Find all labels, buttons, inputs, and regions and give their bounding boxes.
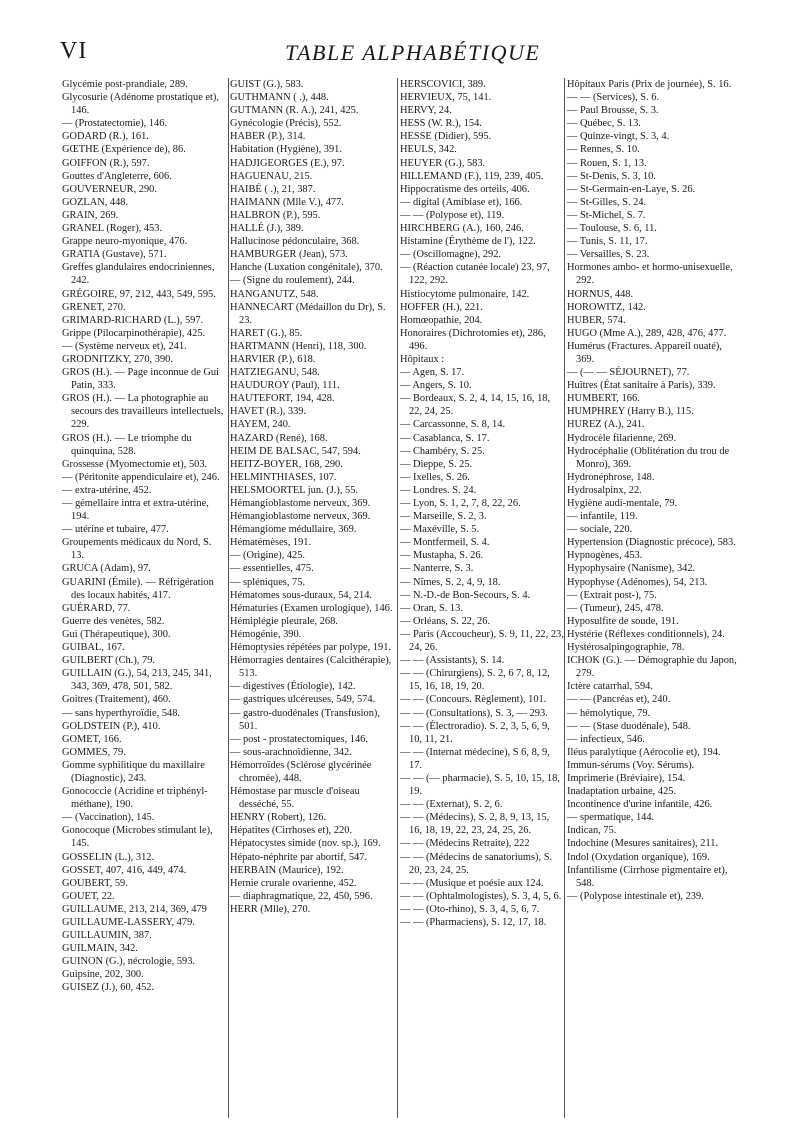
- index-entry: Hémorragies dentaires (Calcithérapie), 513.: [230, 655, 392, 680]
- index-entry: Hygiène audi-mentale, 79.: [567, 498, 678, 509]
- index-entry: GRANEL (Roger), 453.: [62, 223, 163, 235]
- index-entry: Homœopathie, 204.: [400, 314, 483, 326]
- index-entry: Gonocoque (Microbes stimulant le), 145.: [62, 825, 213, 850]
- index-entry: — (Signe du roulement), 244.: [230, 275, 355, 287]
- index-entry: HOFFER (H.), 221.: [400, 301, 483, 313]
- index-entry: — Ixelles, S. 26.: [400, 471, 470, 483]
- index-entry: Honoraires (Dichrotomies et), 286, 496.: [400, 327, 546, 352]
- index-entry: GRÉGOIRE, 97, 212, 443, 549, 595.: [62, 288, 216, 300]
- index-entry: HUREZ (A.), 241.: [567, 419, 645, 431]
- index-entry: — — (Médecins), S. 2, 8, 9, 13, 15, 16, 18, 19, 22, 23, 24, 25, 26.: [400, 812, 550, 837]
- index-entry: — diaphragmatique, 22, 450, 596.: [230, 890, 373, 902]
- index-entry: Immun-sérums (Voy. Sérums).: [567, 759, 695, 771]
- index-entry: Imprimerie (Bréviaire), 154.: [567, 772, 686, 784]
- index-entry: HAVET (R.), 339.: [230, 406, 307, 418]
- index-entry: GOUET, 22.: [62, 890, 115, 902]
- index-entry: GOUBERT, 59.: [62, 877, 128, 889]
- index-entry: — Tunis, S. 11, 17.: [567, 236, 648, 248]
- index-entry: HERR (Mlle), 270.: [230, 903, 311, 915]
- index-entry: HANGANUTZ, 548.: [230, 288, 319, 300]
- index-entry: GRENET, 270.: [62, 301, 126, 313]
- index-entry: — Oran, S. 13.: [400, 602, 463, 614]
- index-entry: — sans hyperthyroïdie, 548.: [62, 707, 181, 719]
- index-entry: GUARINI (Émile). — Réfrigération des locaux habités, 417.: [62, 576, 214, 601]
- index-entry: Humérus (Fractures. Appareil ouaté), 369.: [567, 340, 722, 365]
- index-entry: GŒTHE (Expérience de), 86.: [62, 144, 186, 156]
- index-entry: GOIFFON (R.), 597.: [62, 157, 150, 169]
- index-entry: GUTHMANN ( .), 448.: [230, 92, 329, 104]
- column-separator: [564, 78, 565, 1118]
- index-entry: HAZARD (René), 168.: [230, 432, 328, 444]
- index-entry: — (Polypose intestinale et), 239.: [567, 890, 704, 902]
- index-entry: Hémangioblastome nerveux, 369.: [230, 498, 371, 509]
- index-entry: — infantile, 119.: [567, 511, 638, 523]
- running-title: TABLE ALPHABÉTIQUE: [285, 40, 541, 65]
- index-entry: HAUTEFORT, 194, 428.: [230, 393, 335, 405]
- index-entry: Hystérosalpingographie, 78.: [567, 642, 685, 654]
- index-entry: — Montfermeil, S. 4.: [400, 537, 490, 549]
- index-entry: — spermatique, 144.: [567, 812, 655, 824]
- index-entry: HAUDUROY (Paul), 111.: [230, 380, 340, 392]
- index-entry: — Agen, S. 17.: [400, 367, 465, 379]
- index-entry: HERBAIN (Maurice), 192.: [230, 864, 344, 876]
- index-entry: GRAIN, 269.: [62, 209, 119, 221]
- index-entry: — gastriques ulcéreuses, 549, 574.: [230, 694, 376, 706]
- index-entry: HARET (G.), 85.: [230, 327, 303, 339]
- index-entry: Hydrocéphalie (Oblitération du trou de Monro), 369.: [567, 445, 730, 470]
- index-entry: — Orléans, S. 22, 26.: [400, 615, 491, 627]
- index-column-4: [567, 78, 737, 903]
- index-entry: GOSSET, 407, 416, 449, 474.: [62, 864, 187, 876]
- index-entry: GOSSELIN (L.), 312.: [62, 851, 155, 863]
- index-entry: GUILMAIN, 342.: [62, 943, 138, 955]
- index-entry: Hystérie (Réflexes conditionnels), 24.: [567, 628, 725, 640]
- index-entry: HAIMANN (Mlle V.), 477.: [230, 196, 344, 208]
- index-entry: — Angers, S. 10.: [400, 380, 472, 392]
- index-entry: — — (Pancréas et), 240.: [567, 694, 671, 706]
- index-entry: HESS (W. R.), 154.: [400, 118, 482, 130]
- index-entry: — — (Consultations), S. 3, — 293.: [400, 707, 548, 719]
- index-entry: Grappe neuro-myonique, 476.: [62, 236, 188, 248]
- index-entry: — Quinze-vingt, S. 3, 4.: [567, 131, 670, 143]
- index-entry: Histamine (Érythème de l'), 122.: [400, 236, 536, 248]
- index-entry: — St-Michel, S. 7.: [567, 209, 646, 221]
- index-entry: HELSMOORTEL jun. (J.), 55.: [230, 484, 358, 496]
- index-entry: — Paris (Accoucheur), S. 9, 11, 22, 23, 24, 26.: [400, 628, 564, 654]
- index-entry: GUILLAUME-LASSERY, 479.: [62, 917, 195, 928]
- index-column-3: [400, 78, 564, 929]
- index-entry: Gonococcie (Acridine et triphényl-méthane), 190.: [62, 786, 208, 811]
- index-entry: GUILBERT (Ch.), 79.: [62, 655, 155, 667]
- index-entry: — extra-utérine, 452.: [62, 484, 152, 496]
- index-entry: — digital (Amibiase et), 166.: [400, 196, 523, 208]
- index-entry: — hémolytique, 79.: [567, 707, 651, 719]
- index-entry: Hémangioblastome nerveux, 369.: [230, 511, 371, 523]
- index-entry: — — (Électroradio). S. 2, 3, 5, 6, 9, 10, 11, 21.: [400, 720, 550, 745]
- index-entry: Hypnogènes, 453.: [567, 550, 643, 562]
- index-entry: Iléus paralytique (Aérocolie et), 194.: [567, 746, 721, 758]
- index-entry: — (Péritonite appendiculaire et), 246.: [62, 471, 220, 483]
- index-entry: Hémostase par muscle d'oiseau desséché, 55.: [230, 786, 360, 811]
- index-entry: Guerre des venètes, 582.: [62, 615, 165, 627]
- index-entry: GOZLAN, 448.: [62, 196, 129, 208]
- index-entry: GUILLAUMIN, 387.: [62, 930, 152, 942]
- index-entry: HAIBÉ ( .), 21, 387.: [230, 183, 316, 195]
- index-entry: GRODNITZKY, 270, 390.: [62, 353, 173, 365]
- index-entry: Hyposulfite de soude, 191.: [567, 615, 679, 627]
- index-entry: Goitres (Traitement), 460.: [62, 694, 171, 706]
- index-entry: — post - prostatectomiques, 146.: [230, 733, 368, 745]
- index-entry: HEITZ-BOYER, 168, 290.: [230, 458, 343, 470]
- index-entry: HUMBERT, 166.: [567, 393, 640, 405]
- index-entry: Hernie crurale ovarienne, 452.: [230, 877, 357, 889]
- index-entry: GODARD (R.), 161.: [62, 131, 149, 143]
- index-entry: GOLDSTEIN (P.), 410.: [62, 720, 161, 732]
- index-entry: — — (Internat médecine), S 6, 8, 9, 17.: [400, 746, 550, 771]
- index-entry: — — (Ophtalmologistes), S. 3, 4, 5, 6.: [400, 890, 562, 902]
- index-entry: HAMBURGER (Jean), 573.: [230, 249, 348, 261]
- index-entry: Grippe (Pilocarpinothérapie), 425.: [62, 327, 206, 339]
- index-entry: Guipsine, 202, 300.: [62, 969, 144, 981]
- index-entry: — (Réaction cutanée locale) 23, 97, 122, 292.: [400, 262, 550, 287]
- index-entry: — (Prostatectomie), 146.: [62, 118, 168, 130]
- index-entry: GUIST (G.), 583.: [230, 79, 304, 90]
- index-entry: — gémellaire intra et extra-utérine, 194.: [62, 498, 209, 523]
- index-entry: Hémangiome médullaire, 369.: [230, 524, 357, 536]
- index-entry: HANNECART (Médaillon du Dr), S. 23.: [230, 301, 386, 326]
- index-entry: HEULS, 342.: [400, 144, 457, 156]
- index-entry: GUILLAUME, 213, 214, 369, 479: [62, 903, 207, 915]
- index-entry: Indican, 75.: [567, 825, 617, 837]
- index-entry: Infantilisme (Cirrhose pigmentaire et), 548.: [567, 864, 728, 889]
- index-entry: Hôpitaux Paris (Prix de journée), S. 16.: [567, 79, 732, 90]
- index-entry: HARTMANN (Henri), 118, 300.: [230, 340, 367, 352]
- index-entry: HADJIGEORGES (E.), 97.: [230, 157, 345, 169]
- index-entry: — — (Externat), S. 2, 6.: [400, 799, 503, 811]
- index-entry: — Dieppe, S. 25.: [400, 458, 473, 470]
- index-entry: GROS (H.). — La photographie au secours des travailleurs intellectuels, 229.: [62, 393, 224, 431]
- index-entry: — Carcassonne, S. 8, 14.: [400, 419, 506, 431]
- index-entry: GROS (H.). — Page inconnue de Gui Patin, 333.: [62, 367, 219, 392]
- index-entry: HERVY, 24.: [400, 105, 452, 117]
- index-entry: Grossesse (Myomectomie et), 503.: [62, 458, 208, 470]
- index-entry: Incontinence d'urine infantile, 426.: [567, 799, 713, 811]
- index-entry: — — (Concours. Règlement), 101.: [400, 694, 547, 706]
- index-entry: HALLÉ (J.), 389.: [230, 223, 304, 235]
- index-entry: GUTMANN (R. A.), 241, 425.: [230, 105, 359, 117]
- index-entry: HIRCHBERG (A.), 160, 246.: [400, 223, 524, 235]
- index-entry: Huîtres (État sanitaire à Paris), 339.: [567, 380, 716, 392]
- index-entry: — St-Germain-en-Laye, S. 26.: [567, 183, 696, 195]
- index-entry: — Maxéville, S. 5.: [400, 524, 480, 536]
- index-entry: Glycémie post-prandiale, 289.: [62, 79, 188, 90]
- index-entry: HAYEM, 240.: [230, 419, 291, 431]
- index-entry: HOROWITZ, 142.: [567, 301, 646, 313]
- index-entry: HABER (P.), 314.: [230, 131, 306, 143]
- index-entry: — Rouen, S. 1, 13.: [567, 157, 647, 169]
- index-entry: GUISEZ (J.), 60, 452.: [62, 982, 155, 994]
- index-entry: — Chambéry, S. 25.: [400, 445, 485, 457]
- index-entry: HATZIEGANU, 548.: [230, 367, 320, 379]
- index-entry: — — (Médecins de sanatoriums), S. 20, 23, 24, 25.: [400, 851, 553, 876]
- index-entry: Hydrosalpinx, 22.: [567, 484, 642, 496]
- index-entry: GUILLAIN (G.), 54, 213, 245, 341, 343, 369, 478, 501, 582.: [62, 668, 212, 693]
- index-entry: Gomme syphilitique du maxillaire (Diagnostic), 243.: [62, 759, 205, 784]
- index-entry: — Toulouse, S. 6, 11.: [567, 223, 657, 235]
- index-entry: Hématémèses, 191.: [230, 537, 312, 549]
- index-entry: Hydrocèle filarienne, 269.: [567, 432, 677, 444]
- index-entry: Gouttes d'Angleterre, 606.: [62, 170, 172, 182]
- index-entry: Hémogénie, 390.: [230, 628, 302, 640]
- index-entry: Gynécologie (Précis), 552.: [230, 118, 342, 130]
- index-entry: — Rennes, S. 10.: [567, 144, 640, 156]
- index-entry: HALBRON (P.), 595.: [230, 209, 321, 221]
- index-entry: HEIM DE BALSAC, 547, 594.: [230, 445, 361, 457]
- index-entry: — gastro-duodénales (Transfusion), 501.: [230, 707, 380, 732]
- index-entry: — — (Assistants), S. 14.: [400, 655, 505, 667]
- index-entry: Hypertension (Diagnostic précoce), 583.: [567, 537, 736, 549]
- index-entry: — (Origine), 425.: [230, 550, 306, 562]
- index-entry: — spléniques, 75.: [230, 576, 306, 588]
- column-separator: [397, 78, 398, 1118]
- index-entry: GOUVERNEUR, 290.: [62, 183, 157, 195]
- index-entry: — — (Oto-rhino), S. 3, 4, 5, 6, 7.: [400, 903, 540, 915]
- index-entry: Hippocratisme des orteils, 406.: [400, 183, 530, 195]
- index-entry: — digestives (Étiologie), 142.: [230, 681, 356, 693]
- index-entry: Indol (Oxydation organique), 169.: [567, 851, 710, 863]
- index-entry: — (Vaccination), 145.: [62, 812, 155, 824]
- index-entry: — utérine et tubaire, 477.: [62, 524, 169, 536]
- index-entry: Hypophyse (Adénomes), 54, 213.: [567, 576, 708, 588]
- index-entry: — St-Gilles, S. 24.: [567, 196, 647, 208]
- index-entry: Groupements médicaux du Nord, S. 13.: [62, 537, 212, 562]
- index-entry: HUBER, 574.: [567, 314, 626, 326]
- index-entry: Glycosurie (Adénome prostatique et), 146.: [62, 92, 219, 117]
- index-entry: — Casablanca, S. 17.: [400, 432, 490, 444]
- index-entry: — (— — SÉJOURNET), 77.: [567, 367, 690, 379]
- index-entry: — Bordeaux, S. 2, 4, 14, 15, 16, 18, 22, 24, 25.: [400, 393, 551, 418]
- index-entry: HERSCOVICI, 389.: [400, 79, 486, 90]
- index-entry: GUÉRARD, 77.: [62, 602, 131, 614]
- index-entry: — Versailles, S. 23.: [567, 249, 650, 261]
- index-entry: Hépato-néphrite par abortif, 547.: [230, 851, 368, 863]
- index-entry: HUGO (Mme A.), 289, 428, 476, 477.: [567, 327, 727, 339]
- index-entry: HAGUENAU, 215.: [230, 170, 313, 182]
- index-entry: — (Oscillomagne), 292.: [400, 249, 501, 261]
- page-number: VI: [60, 38, 88, 64]
- index-entry: — — (Médecins Retraite), 222: [400, 838, 530, 850]
- index-entry: Ictère catarrhal, 594.: [567, 681, 653, 693]
- index-entry: GOMET, 166.: [62, 733, 122, 745]
- index-entry: — — (Pharmaciens), S. 12, 17, 18.: [400, 917, 547, 928]
- index-entry: — (Système nerveux et), 241.: [62, 340, 187, 352]
- index-entry: HESSE (Didier), 595.: [400, 131, 492, 143]
- index-entry: Gui (Thérapeutique), 300.: [62, 628, 171, 640]
- index-entry: — — (Services), S. 6.: [567, 92, 660, 104]
- index-entry: — — (Stase duodénale), 548.: [567, 720, 691, 732]
- index-entry: Hallucinose pédonculaire, 368.: [230, 236, 360, 248]
- index-entry: — Paul Brousse, S. 3.: [567, 105, 659, 117]
- index-entry: — essentielles, 475.: [230, 563, 314, 575]
- index-entry: — (Tumeur), 245, 478.: [567, 602, 664, 614]
- index-entry: GROS (H.). — Le triomphe du quinquina, 528.: [62, 432, 192, 457]
- index-entry: — infectieux, 546.: [567, 733, 645, 745]
- index-entry: Hydronéphrose, 148.: [567, 471, 655, 483]
- index-entry: — Mustapha, S. 26.: [400, 550, 484, 562]
- index-entry: — Québec, S. 13.: [567, 118, 641, 130]
- index-entry: HARVIER (P.), 618.: [230, 353, 316, 365]
- index-entry: — — (Polypose et), 119.: [400, 209, 505, 221]
- index-entry: Hémoptysies répétées par polype, 191.: [230, 642, 392, 654]
- index-entry: Hépatites (Cirrhoses et), 220.: [230, 825, 353, 837]
- index-entry: HELMINTHIASES, 107.: [230, 471, 337, 483]
- index-column-2: [230, 78, 394, 916]
- index-entry: — Nanterre, S. 3.: [400, 563, 474, 575]
- index-entry: HORNUS, 448.: [567, 288, 634, 300]
- index-entry: — Marseille, S. 2, 3.: [400, 511, 487, 523]
- index-entry: — — (Musique et poésie aux 124.: [400, 877, 544, 889]
- index-entry: Hypophysaire (Nanisme), 342.: [567, 563, 696, 575]
- index-entry: ICHOK (G.). — Démographie du Japon, 279.: [567, 655, 737, 680]
- index-entry: Inadaptation urbaine, 425.: [567, 786, 677, 798]
- index-entry: — St-Denis, S. 3, 10.: [567, 170, 656, 182]
- index-entry: — Londres. S. 24.: [400, 484, 477, 496]
- index-entry: HILLEMAND (F.), 119, 239, 405.: [400, 170, 544, 182]
- index-entry: Hématomes sous-duraux, 54, 214.: [230, 589, 372, 601]
- index-entry: GUIBAL, 167.: [62, 642, 125, 654]
- index-entry: HERVIEUX, 75, 141.: [400, 92, 492, 104]
- index-entry: — Nîmes, S. 2, 4, 9, 18.: [400, 576, 501, 588]
- index-entry: Hanche (Luxation congénitale), 370.: [230, 262, 383, 274]
- index-entry: — sociale, 220.: [567, 524, 633, 536]
- index-entry: GUINON (G.), nécrologie, 593.: [62, 956, 196, 968]
- index-entry: Hépatocystes simide (nov. sp.), 169.: [230, 838, 381, 850]
- index-entry: GOMMES, 79.: [62, 746, 126, 758]
- index-column-1: [62, 78, 226, 995]
- index-entry: Histiocytome pulmonaire, 142.: [400, 288, 530, 300]
- index-entry: — (Extrait post-), 75.: [567, 589, 657, 601]
- index-entry: HENRY (Robert), 126.: [230, 812, 327, 824]
- index-entry: Hémorroïdes (Sclérose glycérinée chromée), 448.: [230, 759, 372, 784]
- index-entry: — Lyon, S. 1, 2, 7, 8, 22, 26.: [400, 498, 521, 509]
- column-separator: [228, 78, 229, 1118]
- index-entry: Greffes glandulaires endocriniennes, 242.: [62, 262, 215, 287]
- index-entry: Habitation (Hygiène), 391.: [230, 144, 342, 156]
- index-entry: GRUCA (Adam), 97.: [62, 563, 151, 575]
- index-entry: HUMPHREY (Harry B.), 115.: [567, 406, 694, 418]
- index-entry: Hormones ambo- et hormo-unisexuelle, 292.: [567, 262, 733, 287]
- index-entry: GRATIA (Gustave), 571.: [62, 249, 167, 261]
- index-entry: Hôpitaux :: [400, 353, 445, 365]
- index-entry: HEUYER (G.), 583.: [400, 157, 486, 169]
- index-entry: Hématuries (Examen urologique), 146.: [230, 602, 393, 614]
- index-entry: GRIMARD-RICHARD (L.), 597.: [62, 314, 204, 326]
- index-entry: — sous-arachnoïdienne, 342.: [230, 746, 352, 758]
- index-entry: Hémiplégie pleurale, 268.: [230, 615, 338, 627]
- index-entry: — — (Chirurgiens), S. 2, 6 7, 8, 12, 15, 16, 18, 19, 20.: [400, 668, 550, 693]
- index-entry: Indochine (Mesures sanitaires), 211.: [567, 838, 719, 850]
- index-entry: — — (— pharmacie), S. 5, 10, 15, 18, 19.: [400, 772, 560, 798]
- index-entry: — N.-D.-de Bon-Secours, S. 4.: [400, 589, 531, 601]
